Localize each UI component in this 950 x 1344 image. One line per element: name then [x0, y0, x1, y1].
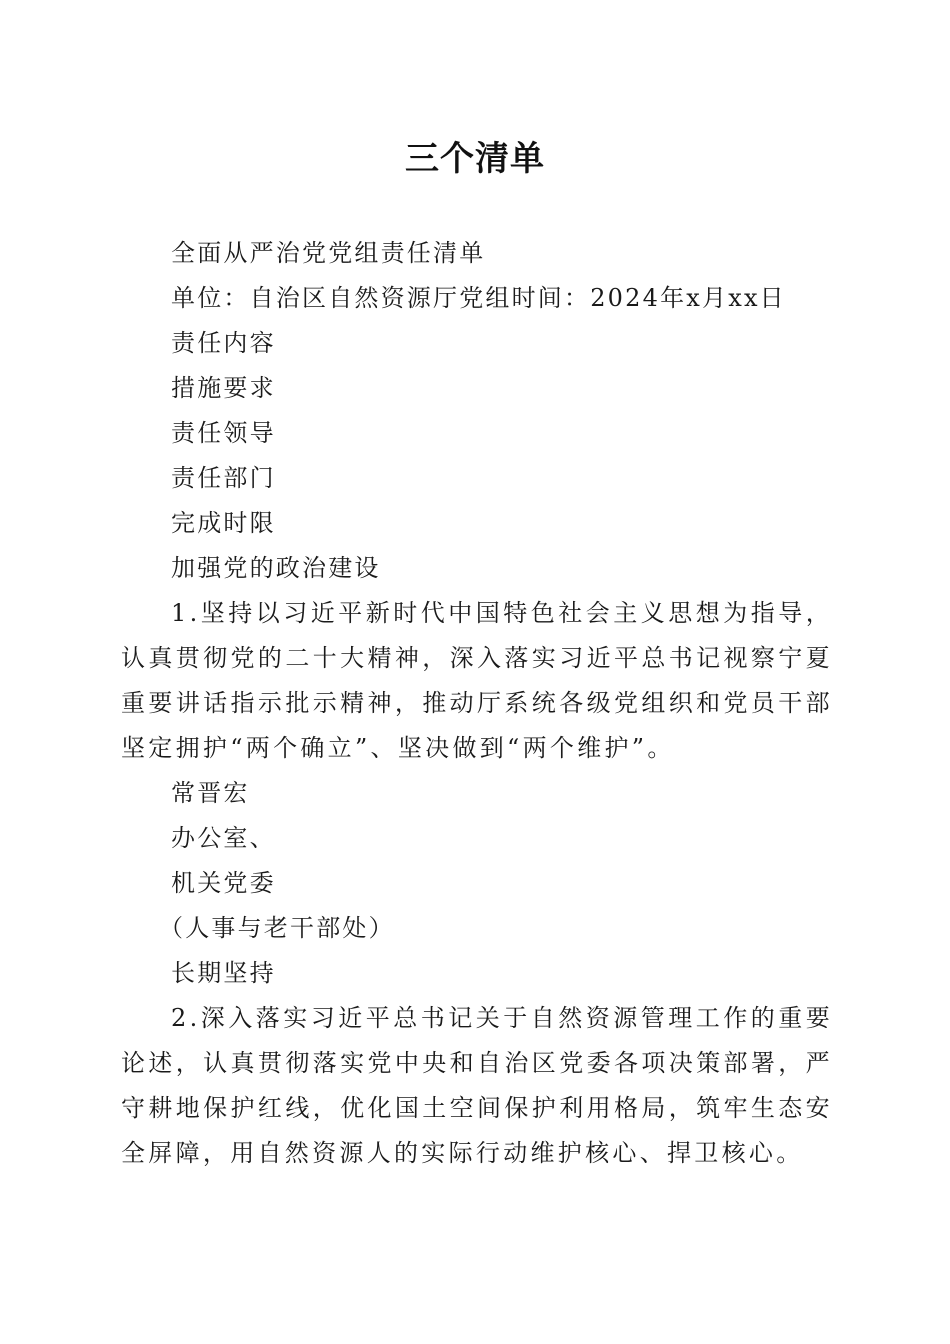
item-1-text: 1.坚持以习近平新时代中国特色社会主义思想为指导，认真贯彻党的二十大精神，深入落实习近平总书记视察宁夏重要讲话指示批示精神，推动厅系统各级党组织和党员干部坚定拥护“两个确立”、坚决做到“两个维护”。: [121, 599, 833, 762]
item-1-deadline: 长期坚持: [171, 959, 276, 987]
column-measures: 措施要求: [171, 374, 276, 402]
document-body: [121, 231, 833, 1176]
unit-and-date: 单位：自治区自然资源厅党组时间：2024年x月xx日: [171, 284, 786, 312]
section-heading: 加强党的政治建设: [171, 554, 381, 582]
column-responsible-department: 责任部门: [171, 464, 276, 492]
list-heading: 全面从严治党党组责任清单: [171, 239, 486, 267]
item-2-text: 2.深入落实习近平总书记关于自然资源管理工作的重要论述，认真贯彻落实党中央和自治区党委各项决策部署，严守耕地保护红线，优化国土空间保护利用格局，筑牢生态安全屏障，用自然资源人的实际行动维护核心、捍卫核心。: [121, 1004, 833, 1167]
column-responsible-leader: 责任领导: [171, 419, 276, 447]
column-responsibility-content: 责任内容: [171, 329, 276, 357]
page-title: 三个清单: [405, 139, 545, 179]
item-1-department-note: （人事与老干部处）: [159, 914, 395, 942]
column-deadline: 完成时限: [171, 509, 276, 537]
item-1-department: 办公室、: [171, 824, 276, 852]
item-1-department-2: 机关党委: [171, 869, 276, 897]
item-1-leader: 常晋宏: [171, 779, 250, 807]
